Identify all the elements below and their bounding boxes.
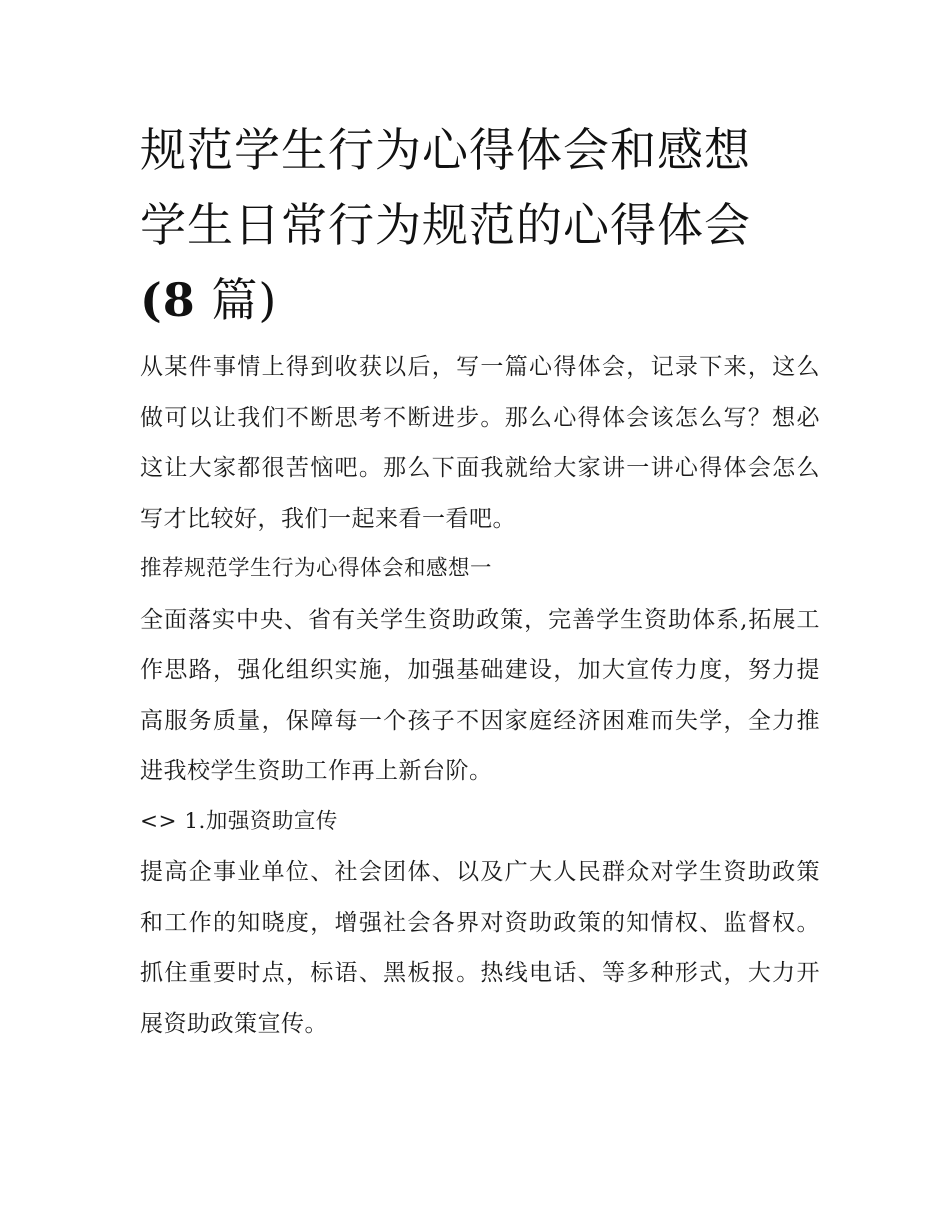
section-heading: 推荐规范学生行为心得体会和感想一 [140, 556, 493, 581]
body-paragraph-2: 提高企事业单位、社会团体、以及广大人民群众对学生资助政策和工作的知晓度，增强社会各界对资助政策的知情权、监督权。抓住重要时点，标语、黑板报。热线电话、等多种形式，大力开展资助政策宣传。 [140, 859, 820, 1037]
title-line-3-open: ( [140, 273, 163, 327]
document-title [140, 113, 820, 338]
title-line-3-number: 8 [162, 273, 196, 327]
subsection-heading: <> 1.加强资助宣传 [140, 808, 338, 834]
title-line-1: 规范学生行为心得体会和感想 [140, 123, 751, 177]
body-paragraph: 全面落实中央、省有关学生资助政策，完善学生资助体系,拓展工作思路，强化组织实施，加强基础建设，加大宣传力度，努力提高服务质量，保障每一个孩子不因家庭经济困难而失学，全力推进我校学生资助工作再上新台阶。 [140, 606, 820, 784]
document-content [140, 113, 820, 1049]
title-line-3-rest: 篇) [195, 273, 278, 327]
title-line-2: 学生日常行为规范的心得体会 [140, 198, 751, 252]
intro-paragraph: 从某件事情上得到收获以后，写一篇心得体会，记录下来，这么做可以让我们不断思考不断进步。那么心得体会该怎么写？想必这让大家都很苦恼吧。那么下面我就给大家讲一讲心得体会怎么写才比较好，我们一起来看一看吧。 [140, 354, 820, 532]
